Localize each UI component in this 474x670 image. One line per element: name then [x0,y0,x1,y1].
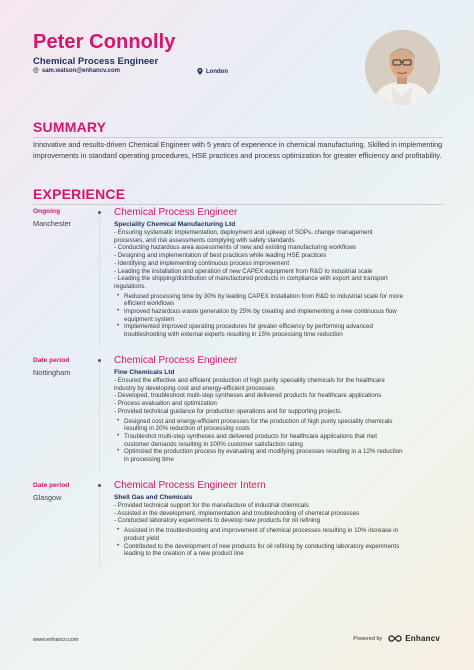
timeline-dot [98,211,101,214]
duty-line: - Conducting hazardous area assessments of new and existing manufacturing workflows [114,244,357,252]
achievement-item: • Assisted in the troubleshooting and improvement of chemical processes resulting in 10% increase in product yield [124,527,444,542]
summary-text: Innovative and results-driven Chemical Engineer with 5 years of experience in chemical manufacturing. Skilled in implementing improvements in standard operating procedures, HSE practices and process optimization for greater efficiency and profitability. [33,140,443,160]
achievement-item: • Troubleshot multi-step syntheses and delivered products for healthcare applications that met customer demands resulting in 100% customer satisfaction rating [124,433,444,448]
duty-line: - Process evaluation and optimization [114,400,217,408]
achievement-item: • Contributed to the development of new products for oil refining by conducting laboratory experiments leading to the creation of a new product line [124,543,444,558]
entry-role: Chemical Process Engineer [114,207,238,218]
entry-1-meta [33,208,103,228]
location-text: London [206,68,228,75]
experience-entry-1 [114,207,444,339]
summary-heading: SUMMARY [33,119,107,135]
duty-line: - Provided technical support for the manufacture of industrial chemicals [114,502,309,509]
entry-3-meta [33,482,103,502]
profile-photo [365,30,440,105]
powered-by-text: Powered by [353,635,383,642]
entry-2-meta [33,357,103,377]
email-contact[interactable] [33,68,120,74]
timeline-line [99,215,100,347]
enhancv-logo[interactable] [388,634,440,643]
email-text: sam.watson@enhancv.com [41,68,120,74]
timeline-line [99,488,100,566]
experience-entry-2 [114,355,444,464]
footer-branding [353,634,440,643]
duty-line: regulations. [114,282,146,290]
duty-line: processes, and risk assessments complying with safety standards [114,236,295,244]
duty-line: - Leading the shipping/distribution of manufactured products in compliance with export and transport [114,275,388,283]
entry-period: Date period [33,357,70,364]
candidate-title: Chemical Process Engineer [33,56,159,67]
timeline-dot [98,359,101,362]
achievement-item: • Optimized the production process by evaluating and modifying processes resulting in a 12% reduction in processing time [124,448,444,463]
duty-line: - Assisted in the development, implementation and troubleshooting of chemical processes [114,509,360,517]
duty-line: industry by developing cost and energy-efficient processes [114,384,275,392]
timeline-line [99,363,100,473]
entry-location: Glasgow [33,493,62,502]
entry-duties [114,229,444,291]
entry-company: Speciality Chemical Manufacturing Ltd [114,221,236,228]
entry-company: Shell Gas and Chemicals [114,494,193,501]
experience-divider [33,204,443,205]
achievement-list [114,418,444,464]
location-contact [197,68,228,75]
entry-role: Chemical Process Engineer [114,355,238,366]
duty-line: - Identifying and implementing continuous process improvement [114,259,290,267]
entry-duties [114,377,444,416]
achievement-item: • Implemented improved operating procedures for greater efficiency by performing advanced troubleshooting with external experts resulting in 15% processing time reduction [124,323,444,338]
timeline-dot [98,484,101,487]
summary-divider [33,137,443,138]
duty-line: - Conducted laboratory experiments to develop new products for oil refining [114,517,321,525]
experience-heading: EXPERIENCE [33,186,126,202]
achievement-item: • Reduced processing time by 30% by leading CAPEX installation from R&D to industrial scale for more efficient workflows [124,293,444,308]
entry-period: Date period [33,482,70,489]
enhancv-logo-icon [388,634,402,643]
at-icon: @ [33,68,39,74]
duty-line: - Provided technical guidance for production operations and for supporting projects. [114,407,343,415]
entry-period: Ongoing [33,208,61,215]
achievement-item: • Designed cost and energy-efficient processes for the production of high purity speciality chemicals resulting in 20% reduction of processing costs [124,418,444,433]
footer-site-link[interactable]: www.enhancv.com [33,637,79,643]
duty-line: - Leading the installation and operation of new CAPEX equipment from R&D to industrial scale [114,267,373,275]
experience-entry-3 [114,480,444,558]
location-pin-icon [197,68,203,75]
achievement-item: • Improved hazardous waste generation by 25% by creating and implementing a new continuous flow equipment system [124,308,444,323]
duty-line: - Developed, troubleshoot multi-step syntheses and delivered products for healthcare applications [114,392,382,400]
entry-role: Chemical Process Engineer Intern [114,480,266,491]
achievement-list [114,527,444,558]
entry-location: Nottingham [33,368,71,377]
entry-duties [114,502,444,525]
achievement-list [114,293,444,339]
duty-line: - Ensured the effective and efficient production of high purity speciality chemicals for the healthcare [114,377,385,384]
duty-line: - Ensuring systematic implementation, deployment and upkeep of SOPs, change management [114,229,373,236]
duty-line: - Designing and implementation of best practices while leading HSE practices [114,252,327,260]
candidate-name: Peter Connolly [33,31,176,53]
brand-name: Enhancv [405,634,440,643]
entry-company: Fine Chemicals Ltd [114,369,175,376]
entry-location: Manchester [33,219,72,228]
